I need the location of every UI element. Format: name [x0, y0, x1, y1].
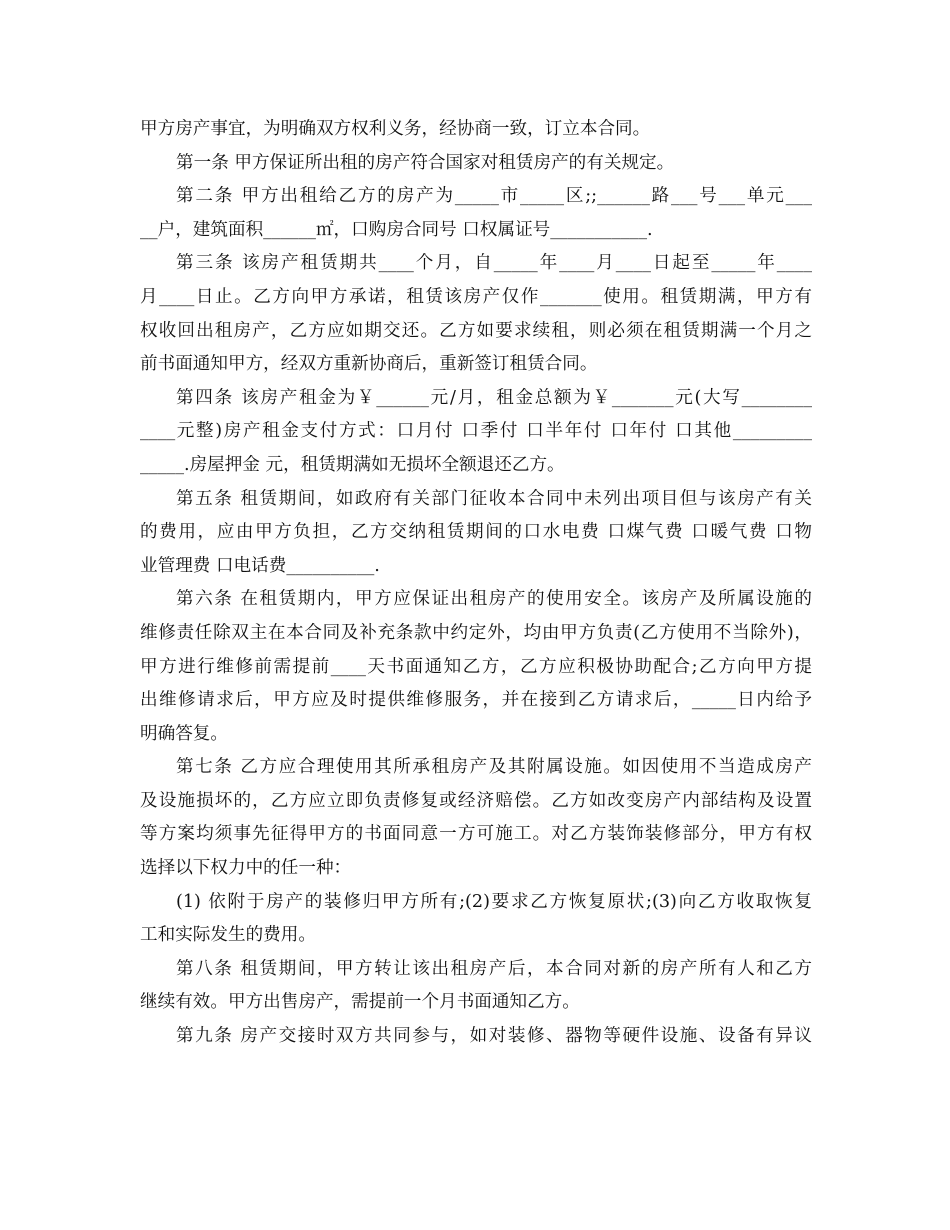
text-line: ____元整)房产租金支付方式：口月付 口季付 口半年付 口年付 口其他_________: [140, 421, 812, 442]
text-line: 前书面通知甲方，经双方重新协商后，重新签订租赁合同。: [140, 354, 598, 375]
text-line: 继续有效。甲方出售房产，需提前一个月书面通知乙方。: [140, 992, 580, 1013]
text-line: 的费用，应由甲方负担，乙方交纳租赁期间的口水电费 口煤气费 口暖气费 口物: [140, 522, 812, 543]
text-line: 第四条 该房产租金为￥______元/月，租金总额为￥_______元(大写________: [176, 387, 812, 408]
text-line: 第五条 租赁期间，如政府有关部门征收本合同中未列出项目但与该房产有关: [176, 488, 812, 509]
text-line: 等方案均须事先征得甲方的书面同意一方可施工。对乙方装饰装修部分，甲方有权: [140, 824, 812, 845]
text-line: 第八条 租赁期间，甲方转让该出租房产后，本合同对新的房产所有人和乙方: [176, 958, 812, 979]
text-line: 维修责任除双主在本合同及补充条款中约定外，均由甲方负责(乙方使用不当除外)，: [140, 622, 812, 643]
text-line: 及设施损坏的，乙方应立即负责修复或经济赔偿。乙方如改变房产内部结构及设置: [140, 790, 812, 811]
text-line: 出维修请求后，甲方应及时提供维修服务，并在接到乙方请求后，_____日内给予: [140, 690, 812, 711]
text-line: 第六条 在租赁期内，甲方应保证出租房产的使用安全。该房产及所属设施的: [176, 589, 812, 610]
text-line: 第二条 甲方出租给乙方的房产为_____市_____区;;______路___号___单元___: [176, 186, 812, 207]
text-line: 业管理费 口电话费__________.: [140, 555, 380, 576]
text-line: 月____日止。乙方向甲方承诺，租赁该房产仅作_______使用。租赁期满，甲方有: [140, 286, 812, 307]
text-line: 甲方房产事宜，为明确双方权利义务，经协商一致，订立本合同。: [140, 119, 651, 139]
text-line: 第九条 房产交接时双方共同参与，如对装修、器物等硬件设施、设备有异议: [176, 1026, 812, 1047]
text-line: __户，建筑面积______㎡，口购房合同号 口权属证号___________.: [140, 219, 653, 240]
text-line: 甲方进行维修前需提前____天书面通知乙方，乙方应积极协助配合;乙方向甲方提: [140, 656, 812, 677]
text-line: 明确答复。: [140, 723, 228, 744]
text-line: 第七条 乙方应合理使用其所承租房产及其附属设施。如因使用不当造成房产: [176, 757, 812, 778]
text-line: (1) 依附于房产的装修归甲方所有;(2)要求乙方恢复原状;(3)向乙方收取恢复: [176, 891, 812, 912]
text-line: 第三条 该房产租赁期共____个月，自_____年____月____日起至_____年____: [176, 253, 812, 274]
text-line: 第一条 甲方保证所出租的房产符合国家对租赁房产的有关规定。: [176, 152, 675, 173]
contract-body: [140, 113, 812, 1054]
text-line: 工和实际发生的费用。: [140, 925, 316, 946]
text-line: 选择以下权力中的任一种：: [140, 858, 352, 879]
text-line: 权收回出租房产，乙方应如期交还。乙方如要求续租，则必须在租赁期满一个月之: [140, 320, 812, 341]
text-line: _____.房屋押金 元，租赁期满如无损坏全额退还乙方。: [140, 454, 565, 475]
